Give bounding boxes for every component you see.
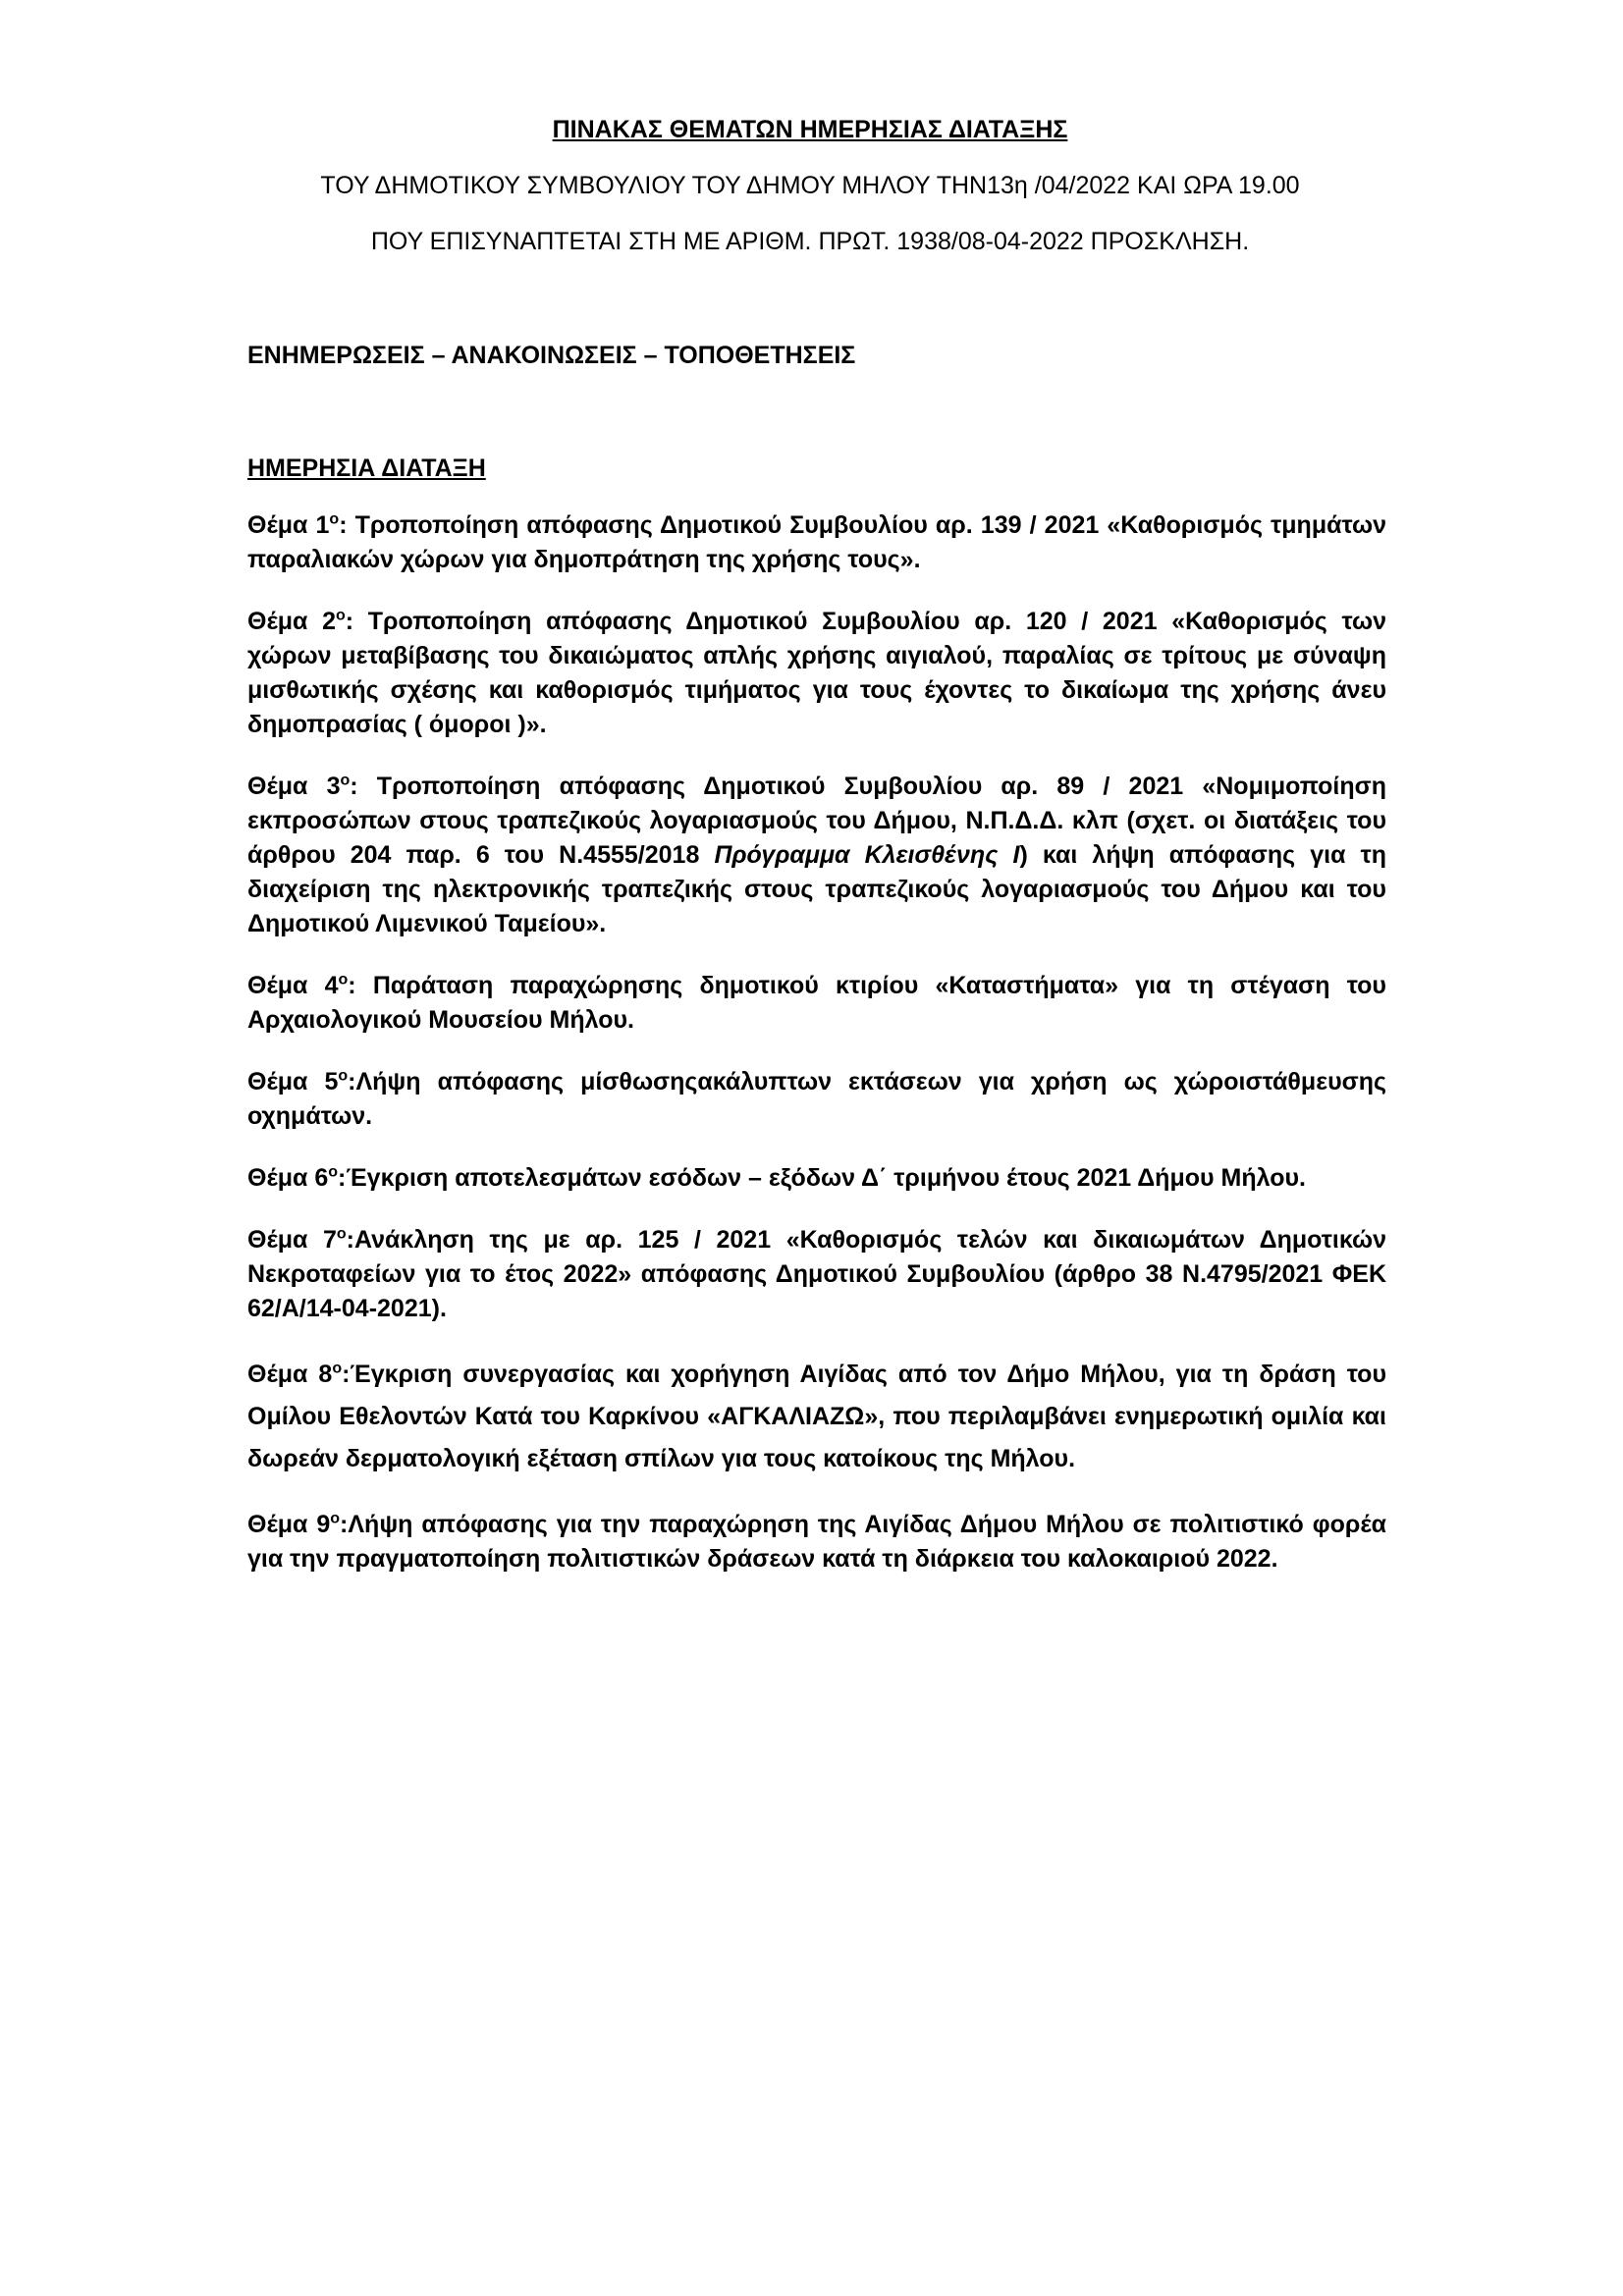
ordinal-mark: ο xyxy=(330,1510,341,1527)
agenda-item-9 xyxy=(247,1508,1386,1576)
item-label: Θέμα 2 xyxy=(247,608,336,635)
ordinal-mark: ο xyxy=(338,1067,349,1085)
agenda-item-1 xyxy=(247,508,1386,577)
ordinal-mark: ο xyxy=(332,1360,343,1377)
ordinal-mark: ο xyxy=(335,607,346,624)
ordinal-mark: ο xyxy=(329,510,340,528)
item-text-italic: Πρόγραμμα Κλεισθένης Ι xyxy=(714,841,1020,869)
agenda-item-7 xyxy=(247,1223,1386,1326)
agenda-title: ΗΜΕΡΗΣΙΑ ΔΙΑΤΑΞΗ xyxy=(247,454,486,482)
ordinal-mark: ο xyxy=(340,772,351,789)
item-label: Θέμα 5 xyxy=(247,1068,339,1095)
agenda-item-3 xyxy=(247,770,1386,941)
agenda-items xyxy=(247,508,1386,1604)
item-label: Θέμα 8 xyxy=(247,1361,333,1388)
item-text: :Λήψη απόφασης για την παραχώρηση της Αιγίδας Δήμου Μήλου σε πολιτιστικό φορέα για την πραγματοποίηση πολιτιστικών δράσεων κατά τη διάρκεια του καλοκαιριού 2022. xyxy=(247,1511,1386,1573)
item-text: : Τροποποίηση απόφασης Δημοτικού Συμβουλίου αρ. 120 / 2021 «Καθορισμός των χώρων μεταβίβασης του δικαιώματος απλής χρήσης αιγιαλού, παραλίας σε τρίτους με σύναψη μισθωτικής σχέσης και καθορισμός τιμήματος για τους έχοντες το δικαίωμα της χρήσης άνευ δημοπρασίας ( όμοροι )». xyxy=(247,608,1386,738)
agenda-item-5 xyxy=(247,1065,1386,1134)
item-text: :Ανάκληση της με αρ. 125 / 2021 «Καθορισμός τελών και δικαιωμάτων Δημοτικών Νεκροταφείων για το έτος 2022» απόφασης Δημοτικού Συμβουλίου (άρθρο 38 Ν.4795/2021 ΦΕΚ 62/Α/14-04-2021). xyxy=(247,1226,1386,1322)
agenda-item-2 xyxy=(247,605,1386,742)
item-text: :Έγκριση συνεργασίας και χορήγηση Αιγίδας από τον Δήμο Μήλου, για τη δράση του Ομίλου Εθελοντών Κατά του Καρκίνου «ΑΓΚΑΛΙΑΖΩ», που περιλαμβάνει ενημερωτική ομιλία και δωρεάν δερματολογική εξέταση σπίλων για τους κατοίκους της Μήλου. xyxy=(247,1361,1387,1472)
item-text: : Τροποποίηση απόφασης Δημοτικού Συμβουλίου αρ. 139 / 2021 «Καθορισμός τμημάτων παραλιακών χώρων για δημοπράτηση της χρήσης τους». xyxy=(247,511,1386,573)
agenda-item-6 xyxy=(247,1161,1386,1196)
section-title: ΕΝΗΜΕΡΩΣΕΙΣ – ΑΝΑΚΟΙΝΩΣΕΙΣ – ΤΟΠΟΘΕΤΗΣΕΙΣ xyxy=(247,342,856,369)
document-title: ΠΙΝΑΚΑΣ ΘΕΜΑΤΩΝ ΗΜΕΡΗΣΙΑΣ ΔΙΑΤΑΞΗΣ xyxy=(552,116,1068,143)
ordinal-mark: ο xyxy=(328,1163,339,1181)
ordinal-mark: ο xyxy=(338,971,349,988)
meeting-date-line: ΤΟΥ ΔΗΜΟΤΙΚΟΥ ΣΥΜΒΟΥΛΙΟΥ ΤΟΥ ΔΗΜΟΥ ΜΗΛΟΥ ΤΗΝ13η /04/2022 ΚΑΙ ΩΡΑ 19.00 xyxy=(320,172,1300,199)
item-text: : Τροποποίηση απόφασης Δημοτικού Συμβουλίου αρ. 89 / 2021 «Νομιμοποίηση εκπροσώπων στους τραπεζικούς λογαριασμούς του Δήμου, Ν.Π.Δ.Δ. κλπ (σχετ. οι διατάξεις του άρθρου 204 παρ. 6 του Ν.4555/2018 xyxy=(247,773,1386,869)
item-text: :Λήψη απόφασης μίσθωσηςακάλυπτων εκτάσεων για χρήση ως χώροιστάθμευσης οχημάτων. xyxy=(247,1068,1386,1130)
invitation-reference-line: ΠΟΥ ΕΠΙΣΥΝΑΠΤΕΤΑΙ ΣΤΗ ΜΕ ΑΡΙΘΜ. ΠΡΩΤ. 1938/08-04-2022 ΠΡΟΣΚΛΗΣΗ. xyxy=(370,228,1250,255)
item-label: Θέμα 4 xyxy=(247,972,339,999)
item-label: Θέμα 7 xyxy=(247,1226,337,1254)
item-text: :Έγκριση αποτελεσμάτων εσόδων – εξόδων Δ΄ τριμήνου έτους 2021 Δήμου Μήλου. xyxy=(338,1164,1306,1192)
agenda-item-4 xyxy=(247,969,1386,1038)
item-label: Θέμα 3 xyxy=(247,773,341,800)
agenda-item-8 xyxy=(247,1354,1386,1480)
item-label: Θέμα 6 xyxy=(247,1164,329,1192)
item-label: Θέμα 1 xyxy=(247,511,330,539)
item-text: : Παράταση παραχώρησης δημοτικού κτιρίου «Καταστήματα» για τη στέγαση του Αρχαιολογικού Μουσείου Μήλου. xyxy=(247,972,1386,1034)
item-label: Θέμα 9 xyxy=(247,1511,331,1538)
item-text: ) και λήψη απόφασης για τη διαχείριση της ηλεκτρονικής τραπεζικής στους τραπεζικούς λογαριασμούς του Δήμου και του Δημοτικού Λιμενικού Ταμείου». xyxy=(247,841,1386,937)
ordinal-mark: ο xyxy=(336,1225,347,1243)
